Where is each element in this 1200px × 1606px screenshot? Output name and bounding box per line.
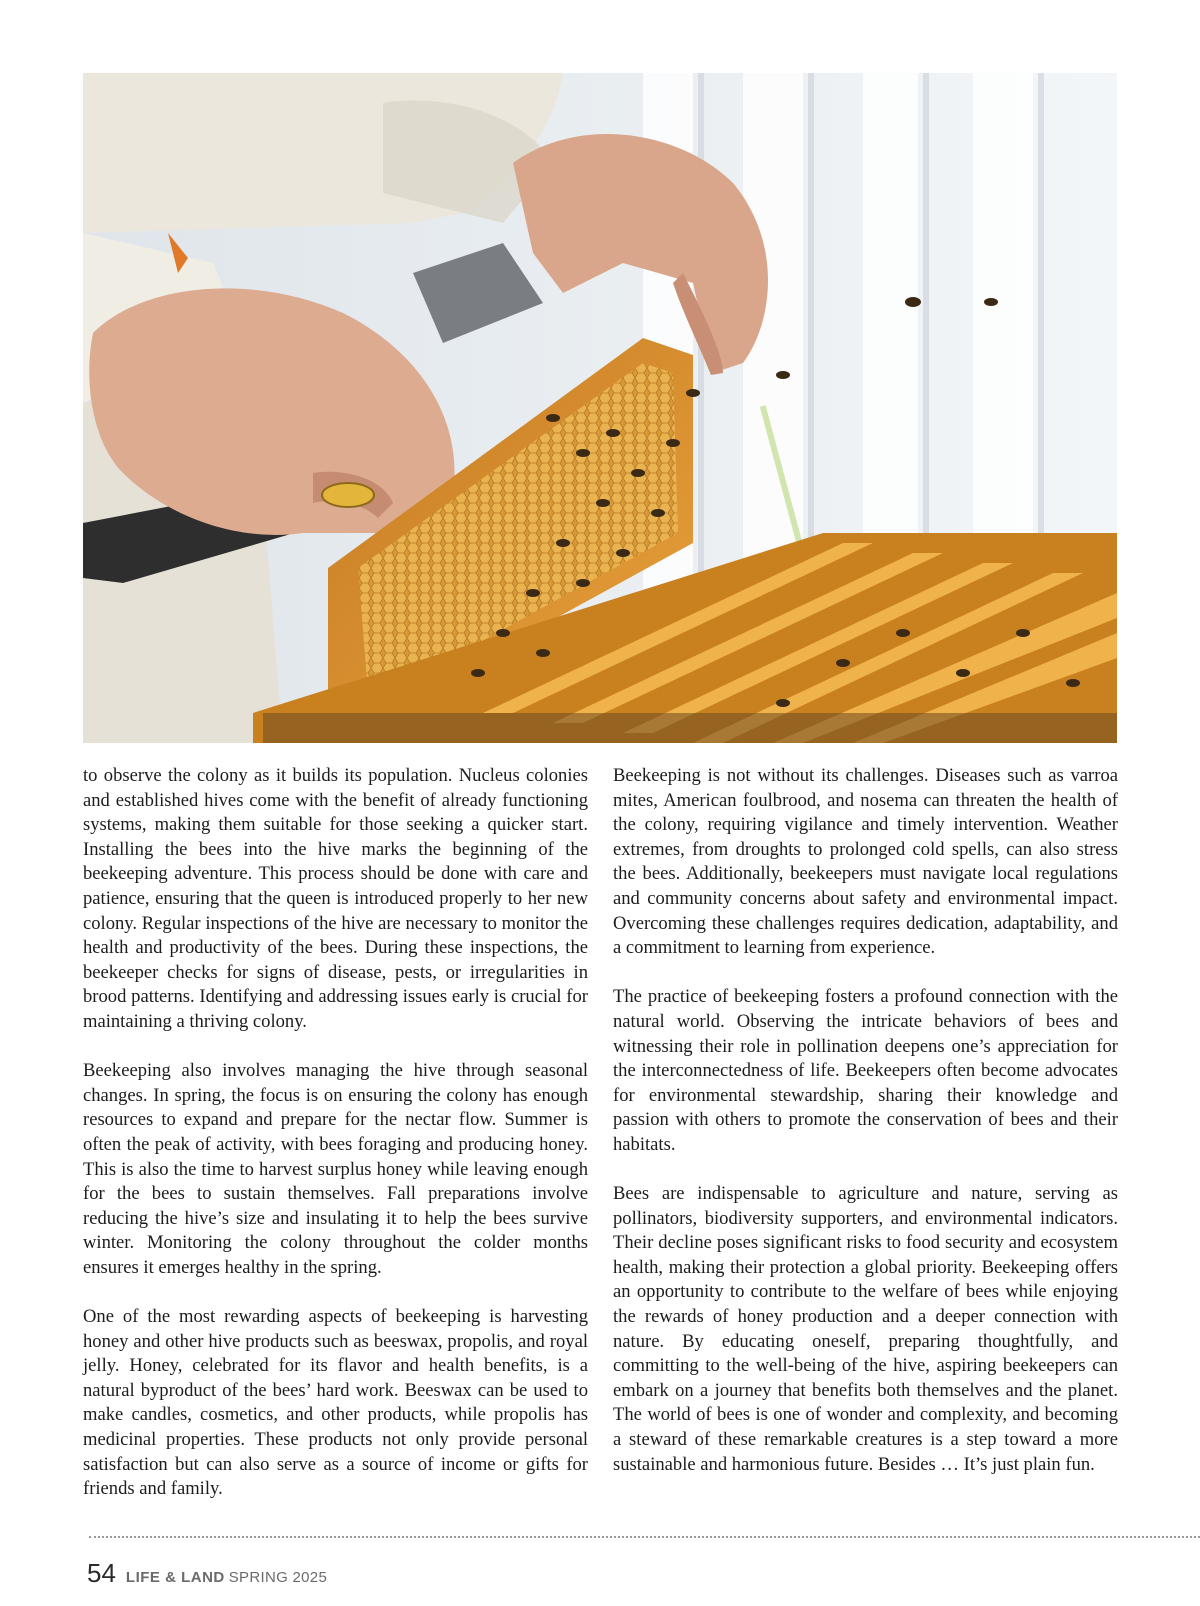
body-paragraph: Bees are indispensable to agriculture and nature, serving as pollinators, biodiversity supporters, and environmental indicators. Their decline poses significant risks to food security and ecosystem health, making their protection a global priority. Beekeeping offers an opportunity to contribute to the welfare of bees while enjoying the rewards of honey production and a deeper connection with nature. By educating oneself, preparing thoughtfully, and committing to the well-being of the hive, aspiring beekeepers can embark on a journey that benefits both themselves and the planet. The world of bees is one of wonder and complexity, and becoming a steward of these remarkable creatures is a step toward a more sustainable and harmonious future. Besides … It’s just plain fun. bbox=[613, 1183, 1118, 1475]
body-paragraph: Beekeeping is not without its challenges. Diseases such as varroa mites, American foulbrood, and nosema can threaten the health of the colony, requiring vigilance and timely intervention. Weather extremes, from droughts to prolonged cold spells, can also stress the bees. Additionally, beekeepers must navigate local regulations and community concerns about safety and environmental impact. Overcoming these challenges requires dedication, adaptability, and a commitment to learning from experience. bbox=[613, 765, 1118, 959]
beekeeper-hive-illustration bbox=[83, 73, 1117, 743]
body-paragraph: One of the most rewarding aspects of beekeeping is harvesting honey and other hive products such as beeswax, propolis, and royal jelly. Honey, celebrated for its flavor and health benefits, is a natural byproduct of the bees’ hard work. Beeswax can be used to make candles, cosmetics, and other products, while propolis has medicinal properties. These products not only provide personal satisfaction but can also serve as a source of income or gifts for friends and family. bbox=[83, 1306, 588, 1500]
footer-divider bbox=[89, 1536, 1200, 1538]
article-column-left bbox=[83, 764, 588, 1502]
magazine-name: LIFE & LAND bbox=[125, 1569, 225, 1586]
body-paragraph: The practice of beekeeping fosters a profound connection with the natural world. Observing the intricate behaviors of bees and witnessing their role in pollination deepens one’s appreciation for the interconnectedness of life. Beekeepers often become advocates for environmental stewardship, sharing their knowledge and passion with others to promote the conservation of bees and their habitats. bbox=[613, 986, 1118, 1155]
article-column-right bbox=[613, 764, 1118, 1477]
body-paragraph: Beekeeping also involves managing the hive through seasonal changes. In spring, the focus is on ensuring the colony has enough resources to expand and prepare for the nectar flow. Summer is often the peak of activity, with bees foraging and producing honey. This is also the time to harvest surplus honey while leaving enough for the bees to sustain themselves. Fall preparations involve reducing the hive’s size and insulating it to help the bees survive winter. Monitoring the colony throughout the colder months ensures it emerges healthy in the spring. bbox=[83, 1060, 588, 1278]
article-photo bbox=[83, 73, 1117, 743]
page-number: 54 bbox=[87, 1558, 116, 1588]
body-paragraph: to observe the colony as it builds its population. Nucleus colonies and established hives come with the benefit of already functioning systems, making them suitable for those seeking a quicker start. Installing the bees into the hive marks the beginning of the beekeeping adventure. This process should be done with care and patience, ensuring that the queen is introduced properly to her new colony. Regular inspections of the hive are necessary to monitor the health and productivity of the bees. During these inspections, the beekeeper checks for signs of disease, pests, or irregularities in brood patterns. Identifying and addressing issues early is crucial for maintaining a thriving colony. bbox=[83, 765, 588, 1032]
page-footer bbox=[87, 1558, 327, 1598]
issue-label: SPRING 2025 bbox=[228, 1569, 328, 1586]
